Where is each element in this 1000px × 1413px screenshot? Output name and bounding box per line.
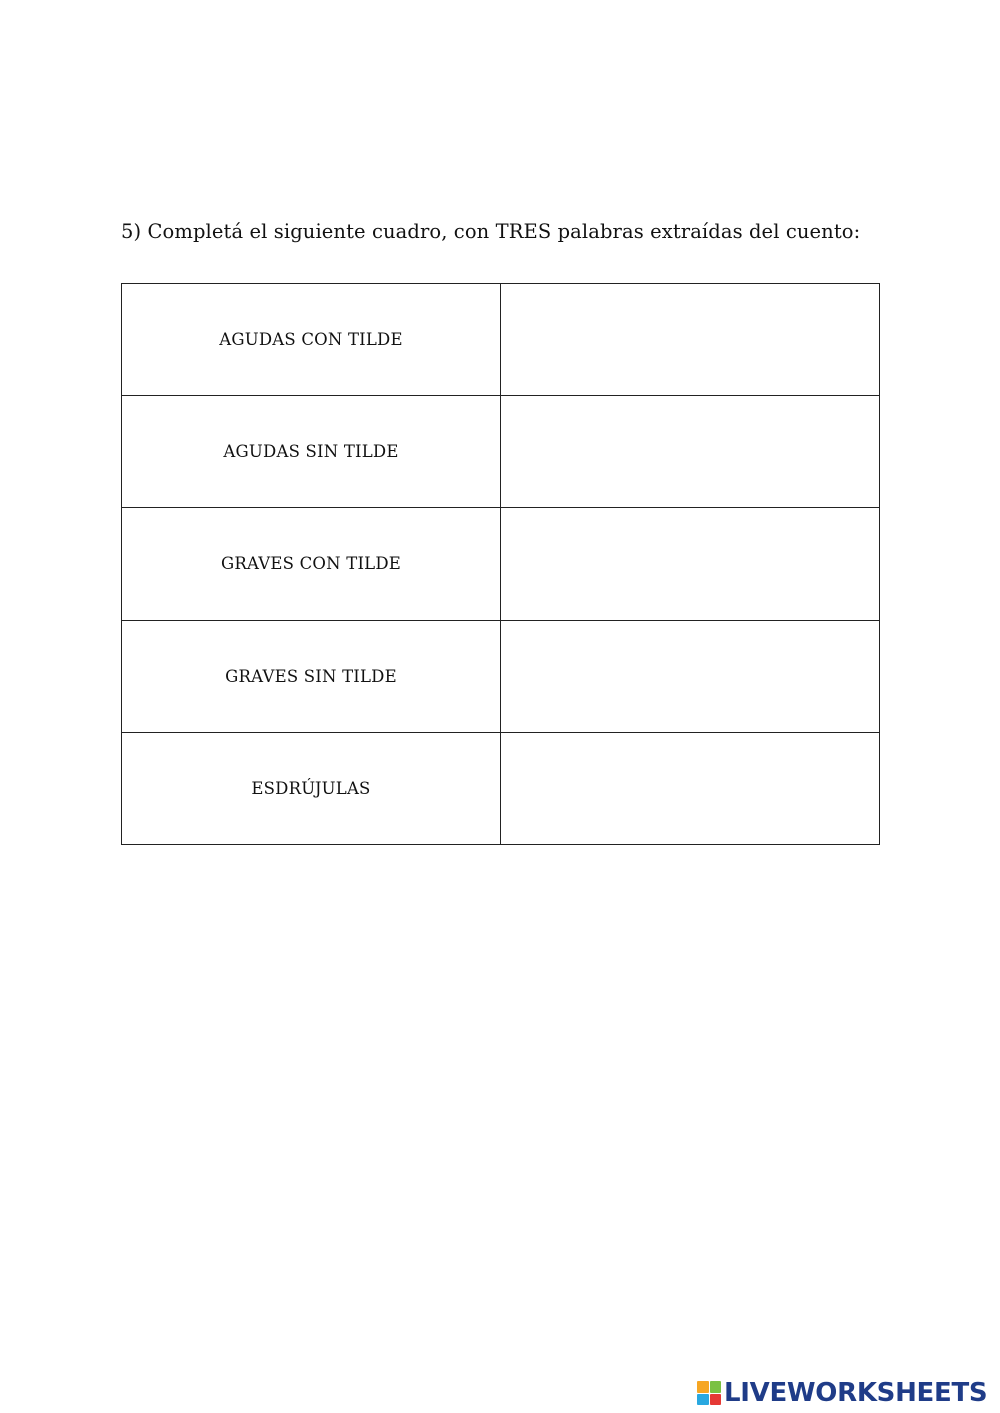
- answer-cell[interactable]: [501, 732, 880, 844]
- table-row: [122, 396, 880, 508]
- table-row: [122, 732, 880, 844]
- row-label: ESDRÚJULAS: [122, 732, 501, 844]
- table-row: [122, 620, 880, 732]
- answer-field[interactable]: [501, 396, 879, 507]
- logo-square-blue: [697, 1394, 709, 1406]
- answer-cell[interactable]: [501, 284, 880, 396]
- question-text: 5) Completá el siguiente cuadro, con TRES palabras extraídas del cuento:: [121, 220, 861, 243]
- table-row: [122, 508, 880, 620]
- answer-field[interactable]: [501, 284, 879, 395]
- answer-field[interactable]: [501, 508, 879, 619]
- answer-cell[interactable]: [501, 508, 880, 620]
- table-row: [122, 284, 880, 396]
- row-label: AGUDAS CON TILDE: [122, 284, 501, 396]
- logo-square-green: [710, 1381, 722, 1393]
- row-label: GRAVES SIN TILDE: [122, 620, 501, 732]
- brand-name: LIVEWORKSHEETS: [724, 1378, 988, 1408]
- word-classification-table: [121, 283, 880, 845]
- answer-field[interactable]: [501, 733, 879, 844]
- logo-square-orange: [697, 1381, 709, 1393]
- row-label: GRAVES CON TILDE: [122, 508, 501, 620]
- logo-square-red: [710, 1394, 722, 1406]
- row-label: AGUDAS SIN TILDE: [122, 396, 501, 508]
- answer-cell[interactable]: [501, 620, 880, 732]
- answer-field[interactable]: [501, 621, 879, 732]
- liveworksheets-watermark: [697, 1379, 987, 1407]
- answer-cell[interactable]: [501, 396, 880, 508]
- liveworksheets-logo-icon: [697, 1381, 721, 1405]
